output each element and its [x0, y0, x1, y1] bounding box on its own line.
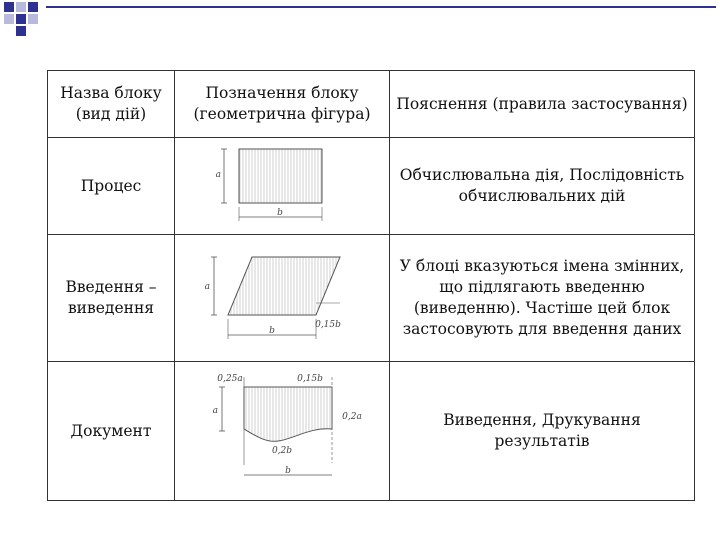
corner-square	[16, 14, 26, 24]
table-row	[48, 138, 695, 235]
dim-label: a	[212, 406, 218, 416]
header-symbol: Позначення блоку (геометрична фігура)	[175, 71, 390, 138]
dim-label: 0,2a	[342, 412, 362, 422]
slide-corner-decoration	[0, 0, 720, 60]
header-explanation: Пояснення (правила застосування)	[390, 71, 695, 138]
block-figure	[175, 235, 390, 362]
block-figure	[175, 362, 390, 501]
corner-square	[16, 26, 26, 36]
table-header-row	[48, 71, 695, 138]
table-row	[48, 235, 695, 362]
dim-label: a	[204, 282, 210, 292]
header-name: Назва блоку (вид дій)	[48, 71, 175, 138]
block-explanation: У блоці вказуються імена змінних, що підлягають введенню (виведенню). Частіше цей блок застосовують для введення даних	[390, 235, 695, 362]
corner-square	[16, 2, 26, 12]
block-explanation: Обчислювальна дія, Послідовність обчислювальних дій	[390, 138, 695, 235]
dim-label: 0,15b	[315, 320, 341, 330]
dim-label: 0,15b	[297, 374, 323, 384]
parallelogram-io-icon	[182, 243, 382, 353]
dim-label: b	[269, 326, 275, 336]
block-figure	[175, 138, 390, 235]
dim-label: 0,25a	[217, 374, 243, 384]
table-row	[48, 362, 695, 501]
dim-label: b	[277, 208, 283, 218]
flowchart-blocks-table	[47, 70, 695, 501]
header-rule	[46, 6, 716, 8]
block-explanation: Виведення, Друкування результатів	[390, 362, 695, 501]
document-wave-icon	[182, 369, 382, 493]
corner-square	[4, 2, 14, 12]
block-name: Введення – виведення	[48, 235, 175, 362]
dim-label: a	[215, 170, 221, 180]
corner-square	[4, 14, 14, 24]
corner-square	[28, 14, 38, 24]
dim-label: b	[285, 466, 291, 476]
process-rectangle-icon	[182, 141, 382, 231]
block-name: Документ	[48, 362, 175, 501]
corner-square	[28, 2, 38, 12]
dim-label: 0,2b	[271, 446, 293, 456]
block-name: Процес	[48, 138, 175, 235]
